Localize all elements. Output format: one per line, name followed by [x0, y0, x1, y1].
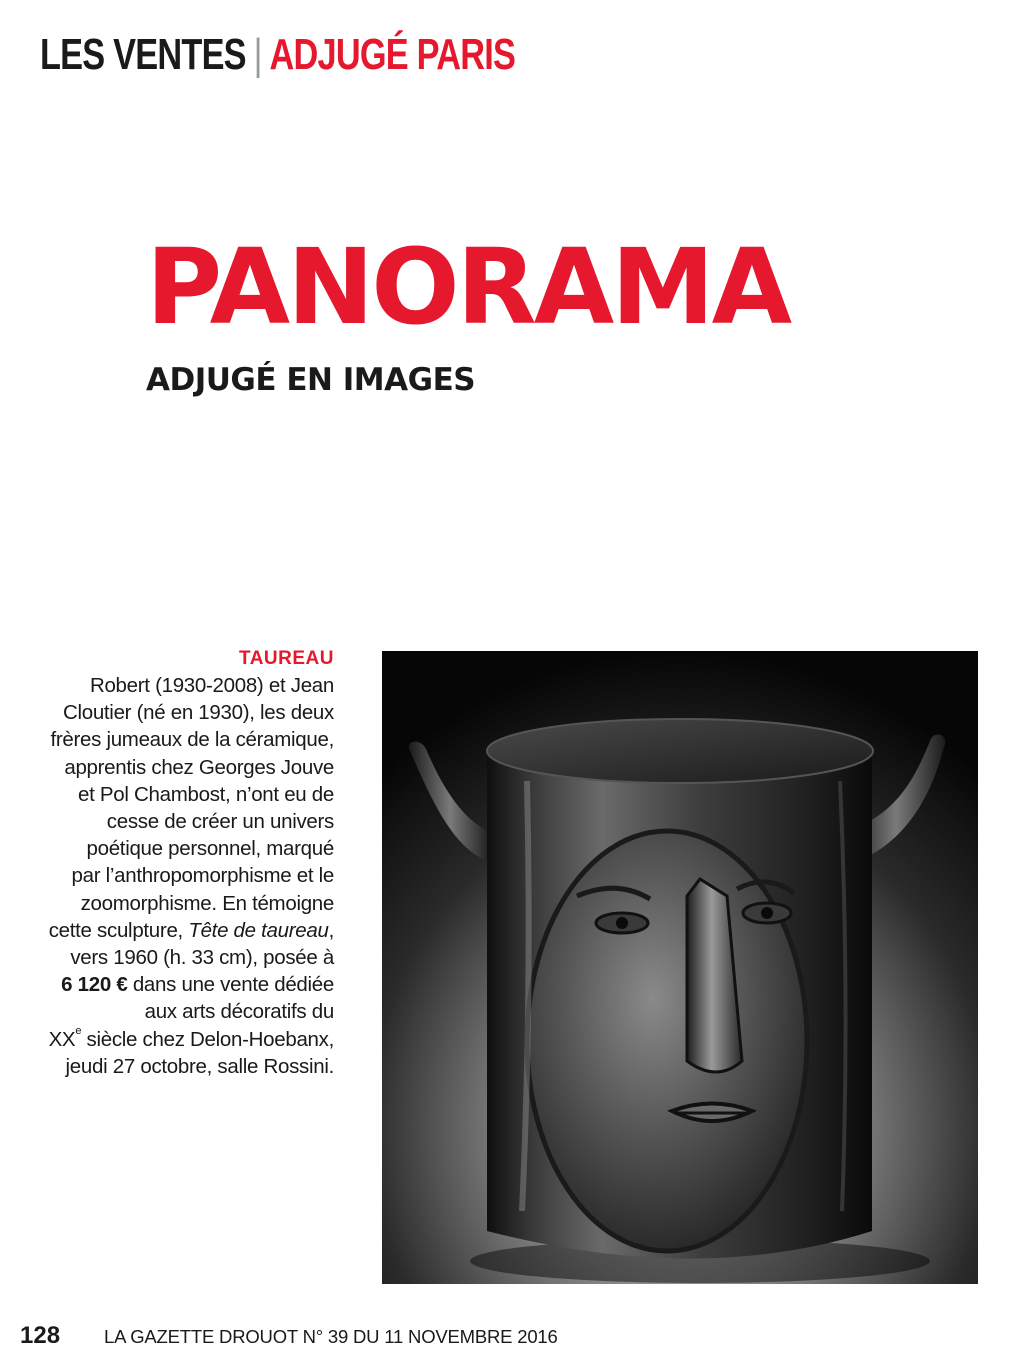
publication-info: LA GAZETTE DROUOT N° 39 DU 11 NOVEMBRE 2016 — [104, 1326, 558, 1347]
article-caption — [20, 646, 334, 1080]
caption-line: Cloutier (né en 1930), les deux — [62, 701, 334, 725]
caption-line: poétique personnel, marqué — [86, 837, 334, 861]
caption-line: apprentis chez Georges Jouve — [64, 755, 334, 779]
page-footer — [20, 1322, 558, 1350]
caption-text: XX — [48, 1027, 76, 1051]
rubric-label: LES VENTES — [40, 30, 246, 79]
caption-text: , — [328, 918, 334, 942]
caption-heading: TAUREAU — [239, 648, 334, 669]
caption-line — [20, 1026, 334, 1053]
caption-text: cette sculpture, — [48, 918, 189, 942]
artwork-photo — [382, 651, 978, 1284]
hammer-price: 6 120 € — [61, 973, 128, 997]
caption-line — [20, 917, 334, 944]
caption-line: Robert (1930-2008) et Jean — [89, 674, 334, 697]
caption-line: et Pol Chambost, n’ont eu de — [78, 782, 334, 806]
caption-line: par l’anthropomorphisme et le — [71, 864, 334, 888]
page-title: PANORAMA — [146, 226, 790, 348]
page-number: 128 — [20, 1322, 61, 1349]
caption-text: siècle chez Delon-Hoebanx, — [81, 1027, 334, 1051]
bull-head-sculpture-illustration — [382, 651, 978, 1284]
header-separator: | — [253, 30, 262, 79]
caption-text: dans une vente dédiée — [127, 973, 334, 997]
section-label: ADJUGÉ PARIS — [269, 30, 516, 79]
caption-line: cesse de créer un univers — [106, 810, 334, 834]
caption-line: frères jumeaux de la céramique, — [50, 728, 334, 752]
caption-line: zoomorphisme. En témoigne — [80, 891, 334, 915]
page-subtitle: ADJUGÉ EN IMAGES — [146, 362, 476, 398]
artwork-title: Tête de taureau — [188, 918, 329, 942]
caption-line: vers 1960 (h. 33 cm), posée à — [70, 946, 334, 970]
section-header — [40, 30, 515, 80]
century-superscript: e — [75, 1024, 82, 1037]
caption-line — [20, 971, 334, 998]
caption-line: jeudi 27 octobre, salle Rossini. — [65, 1054, 334, 1078]
caption-line: aux arts décoratifs du — [144, 1000, 334, 1024]
